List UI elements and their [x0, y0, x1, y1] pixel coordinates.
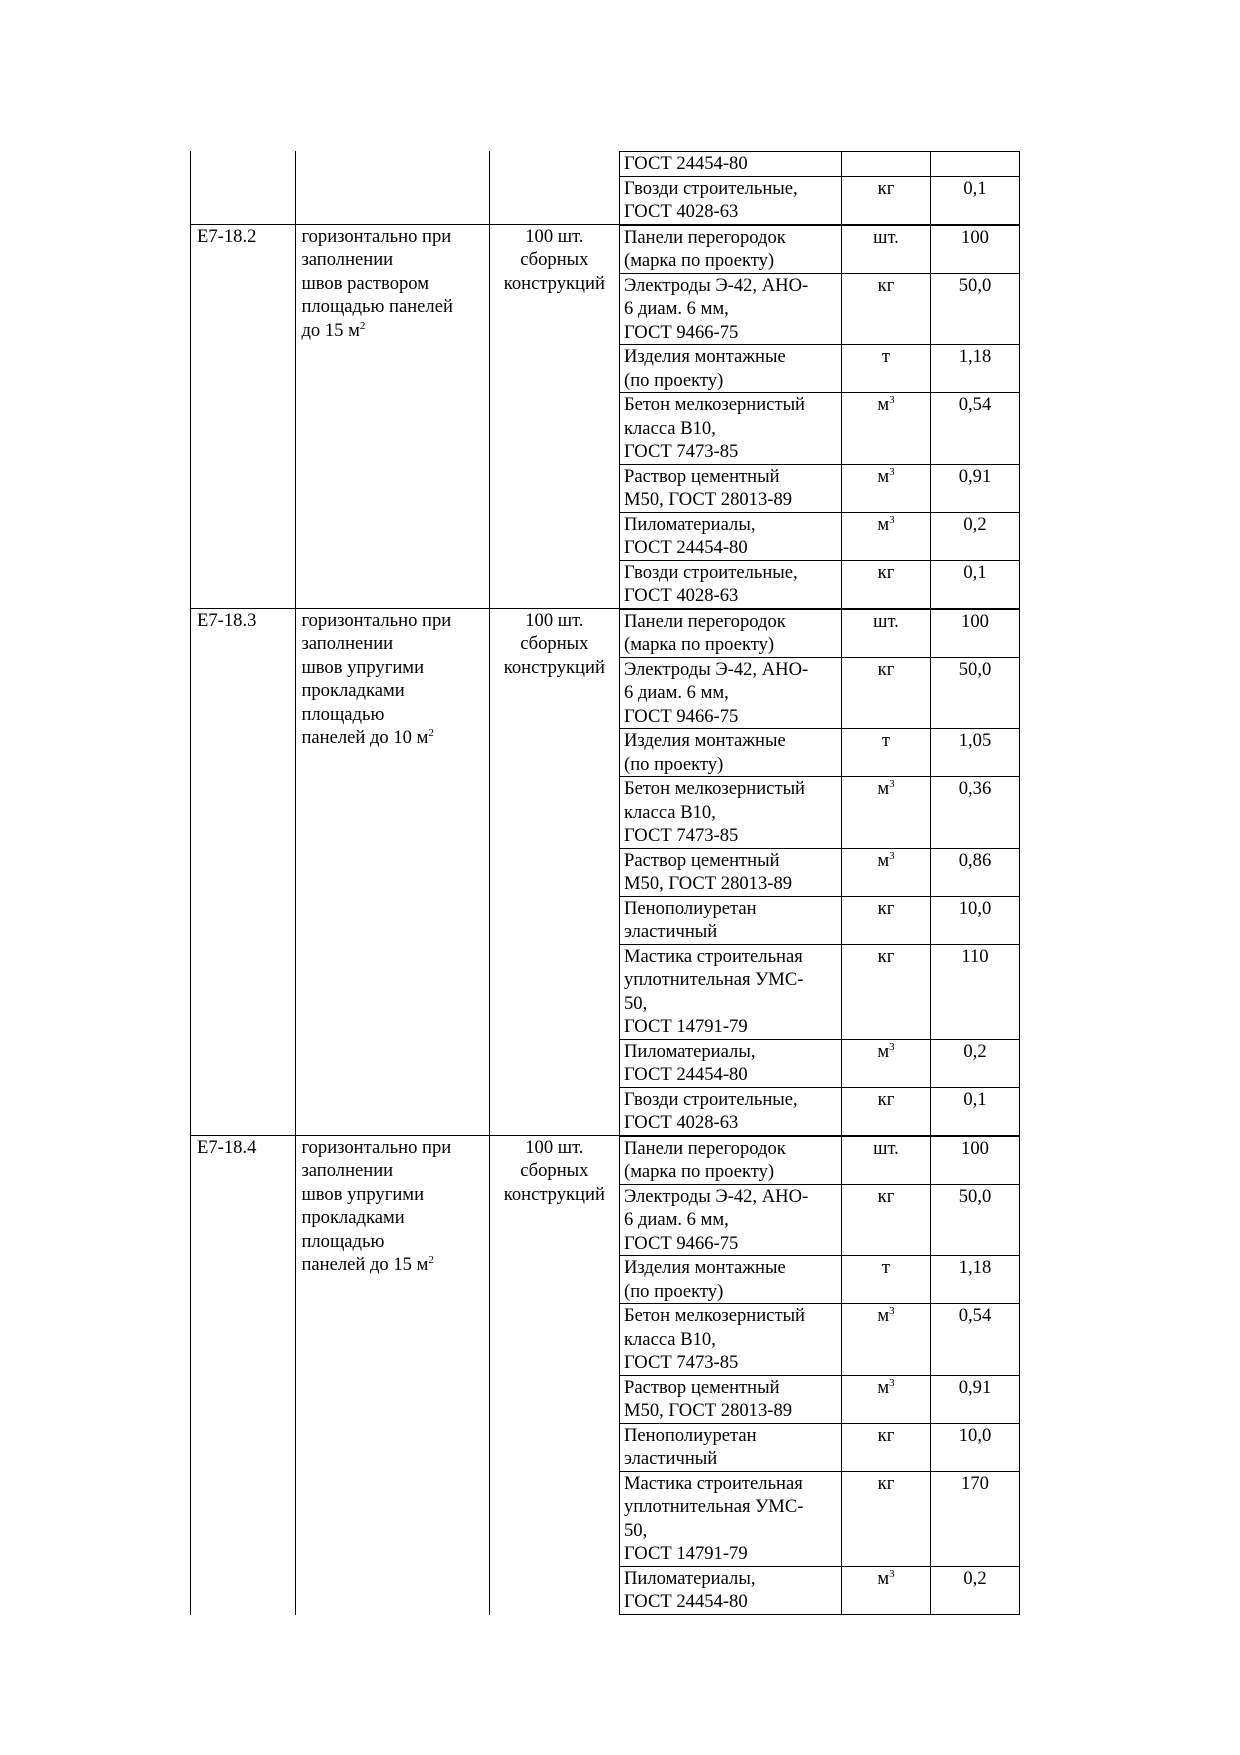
measure-unit-line: 100 шт.	[525, 1136, 584, 1158]
material-name-line: Раствор цементный	[624, 465, 780, 487]
material-unit: м	[877, 1376, 890, 1398]
table-block	[190, 224, 1020, 608]
material-row	[619, 392, 1020, 464]
measure-unit-line: конструкций	[503, 1183, 605, 1205]
material-quantity-cell	[930, 177, 1020, 224]
material-unit: кг	[877, 897, 895, 919]
material-quantity: 0,1	[963, 1088, 987, 1110]
material-quantity-cell	[930, 897, 1020, 944]
material-quantity-cell	[930, 945, 1020, 1039]
material-unit-cell	[841, 1376, 930, 1423]
material-unit-cell	[841, 345, 930, 392]
material-name-line: Пиломатериалы,	[624, 1040, 756, 1062]
materials-list	[619, 609, 1020, 1135]
material-quantity-cell	[930, 513, 1020, 560]
material-unit: т	[881, 730, 891, 751]
material-name-cell	[619, 177, 841, 224]
material-name-line: (марка по проекту)	[624, 634, 775, 655]
material-quantity-cell	[930, 849, 1020, 896]
material-name-cell	[619, 1040, 841, 1087]
material-row	[619, 1255, 1020, 1303]
material-row	[619, 273, 1020, 345]
material-name-line: уплотнительная УМС-	[624, 1496, 804, 1517]
material-unit-cell	[841, 177, 930, 224]
material-name-cell	[619, 226, 841, 273]
material-unit-cell	[841, 1472, 930, 1566]
material-quantity-cell	[930, 658, 1020, 729]
material-name-cell	[619, 393, 841, 464]
material-name-cell	[619, 729, 841, 776]
material-name-line: ГОСТ 7473-85	[624, 1352, 739, 1373]
material-unit: м	[877, 513, 890, 535]
material-name-line: Бетон мелкозернистый	[624, 1305, 806, 1326]
material-row	[619, 896, 1020, 944]
material-quantity: 1,18	[958, 346, 992, 367]
rate-code-cell	[190, 1136, 295, 1615]
work-description-line: швов упругими	[301, 656, 425, 678]
material-name-line: Изделия монтажные	[624, 1257, 786, 1278]
material-unit: м	[877, 1567, 890, 1589]
materials-list	[619, 1136, 1020, 1615]
material-quantity: 50,0	[958, 274, 992, 296]
material-name-cell	[619, 1185, 841, 1256]
material-quantity-cell	[930, 729, 1020, 776]
measure-unit-line: сборных	[520, 1160, 589, 1181]
material-row	[619, 1184, 1020, 1256]
material-unit: м	[877, 1040, 890, 1062]
material-unit-cell	[841, 1040, 930, 1087]
material-name-line: ГОСТ 9466-75	[624, 705, 739, 727]
work-description-line: горизонтально при	[301, 609, 452, 631]
material-name-line: Панели перегородок	[624, 1137, 786, 1159]
material-name-line: Гвозди строительные,	[624, 561, 798, 583]
material-name-line: эластичный	[624, 921, 718, 942]
material-quantity-cell	[930, 1256, 1020, 1303]
material-unit-cell	[841, 610, 930, 657]
rate-code-cell	[190, 609, 295, 1135]
material-quantity-cell	[930, 345, 1020, 392]
material-quantity-cell	[930, 1137, 1020, 1184]
material-quantity-cell	[930, 1088, 1020, 1135]
material-quantity: 0,1	[963, 177, 987, 199]
material-name-line: (по проекту)	[624, 753, 724, 775]
material-name-line: класса В10,	[624, 417, 716, 439]
material-row	[619, 609, 1020, 657]
material-quantity: 50,0	[958, 1185, 992, 1207]
material-name-cell	[619, 152, 841, 176]
material-name-line: ГОСТ 24454-80	[624, 1591, 748, 1612]
materials-list	[619, 151, 1020, 224]
material-unit-cell	[841, 465, 930, 512]
material-name-line: класса В10,	[624, 801, 716, 823]
measure-unit-cell	[489, 225, 619, 608]
material-quantity-cell	[930, 1304, 1020, 1375]
material-unit-cell	[841, 1137, 930, 1184]
rate-code-cell	[190, 225, 295, 608]
work-description-line: горизонтально при	[301, 1136, 452, 1158]
material-unit-superscript: 3	[889, 465, 895, 478]
material-name-line: Мастика строительная	[624, 945, 803, 967]
work-description-cell	[295, 151, 488, 224]
material-name-line: Электроды Э-42, АНО-	[624, 1185, 809, 1207]
material-name-cell	[619, 1376, 841, 1423]
material-unit-cell	[841, 226, 930, 273]
material-unit: шт.	[873, 610, 899, 632]
material-unit: кг	[877, 1424, 895, 1446]
material-name-cell	[619, 1137, 841, 1184]
material-name-line: (марка по проекту)	[624, 250, 775, 271]
material-unit-cell	[841, 274, 930, 345]
material-row	[619, 512, 1020, 560]
material-quantity: 0,2	[963, 513, 987, 535]
material-name-cell	[619, 1567, 841, 1614]
material-name-cell	[619, 1424, 841, 1471]
material-quantity: 0,54	[958, 1305, 992, 1326]
work-description-line: заполнении	[301, 633, 394, 654]
material-name-line: ГОСТ 7473-85	[624, 825, 739, 846]
material-name-line: (марка по проекту)	[624, 1161, 775, 1182]
material-quantity: 0,2	[963, 1567, 987, 1589]
material-unit-cell	[841, 1424, 930, 1471]
material-name-line: Раствор цементный	[624, 1376, 780, 1398]
material-name-line: Пенополиуретан	[624, 897, 757, 919]
estimate-table	[190, 151, 1020, 1615]
material-unit: м	[877, 1305, 890, 1326]
material-unit-superscript: 3	[889, 513, 895, 526]
material-row	[619, 344, 1020, 392]
material-row	[619, 1471, 1020, 1566]
rate-code-cell	[190, 151, 295, 224]
material-name-cell	[619, 658, 841, 729]
table-block	[190, 151, 1020, 224]
material-unit-superscript: 3	[889, 1305, 895, 1317]
material-quantity: 0,1	[963, 561, 987, 583]
material-name-line: ГОСТ 4028-63	[624, 585, 739, 606]
material-quantity-cell	[930, 1040, 1020, 1087]
material-name-line: 6 диам. 6 мм,	[624, 1209, 729, 1230]
material-name-line: уплотнительная УМС-	[624, 969, 804, 990]
material-quantity: 100	[961, 1137, 989, 1159]
material-row	[619, 848, 1020, 896]
measure-unit-cell	[489, 151, 619, 224]
work-description-line: площадью панелей	[301, 296, 453, 317]
material-unit: т	[881, 346, 891, 367]
measure-unit-line: сборных	[520, 249, 589, 270]
material-name-line: 50,	[624, 992, 648, 1014]
material-quantity: 170	[961, 1472, 989, 1494]
material-name-cell	[619, 274, 841, 345]
material-name-line: Панели перегородок	[624, 610, 786, 632]
material-unit-cell	[841, 658, 930, 729]
table-block	[190, 1135, 1020, 1615]
material-quantity-cell	[930, 1472, 1020, 1566]
material-row	[619, 151, 1020, 176]
material-unit-cell	[841, 1256, 930, 1303]
material-name-cell	[619, 1256, 841, 1303]
material-name-cell	[619, 777, 841, 848]
measure-unit-cell	[489, 609, 619, 1135]
material-name-line: ГОСТ 4028-63	[624, 201, 739, 222]
measure-unit-cell	[489, 1136, 619, 1615]
material-row	[619, 560, 1020, 608]
material-name-line: эластичный	[624, 1448, 718, 1469]
material-quantity-cell	[930, 1185, 1020, 1256]
work-description-cell	[295, 225, 488, 608]
material-quantity-cell	[930, 274, 1020, 345]
material-unit-superscript: 3	[889, 849, 895, 862]
work-description-line: заполнении	[301, 1160, 394, 1181]
work-description-line: панелей до 10 м	[301, 727, 429, 748]
material-name-line: М50, ГОСТ 28013-89	[624, 489, 793, 510]
material-name-cell	[619, 1304, 841, 1375]
material-unit-superscript: 3	[889, 1376, 895, 1389]
material-unit: кг	[877, 1472, 895, 1494]
material-name-line: Пенополиуретан	[624, 1424, 757, 1446]
material-quantity-cell	[930, 152, 1020, 176]
work-description-line: заполнении	[301, 249, 394, 270]
material-unit-superscript: 3	[889, 394, 895, 406]
measure-unit-line: конструкций	[503, 272, 605, 294]
material-unit-cell	[841, 1185, 930, 1256]
material-name-line: (по проекту)	[624, 1280, 724, 1302]
material-unit-cell	[841, 152, 930, 176]
material-unit-cell	[841, 1567, 930, 1614]
material-row	[619, 944, 1020, 1039]
material-row	[619, 1566, 1020, 1615]
material-name-line: ГОСТ 7473-85	[624, 441, 739, 462]
material-row	[619, 225, 1020, 273]
material-unit-cell	[841, 897, 930, 944]
material-unit: м	[877, 778, 890, 799]
material-quantity-cell	[930, 393, 1020, 464]
material-quantity: 1,05	[958, 730, 992, 751]
material-name-cell	[619, 610, 841, 657]
material-name-line: ГОСТ 4028-63	[624, 1112, 739, 1133]
material-row	[619, 1423, 1020, 1471]
material-quantity-cell	[930, 1567, 1020, 1614]
material-name-line: Раствор цементный	[624, 849, 780, 871]
material-quantity: 10,0	[958, 1424, 992, 1446]
material-name-line: Гвозди строительные,	[624, 177, 798, 199]
material-name-cell	[619, 849, 841, 896]
work-description-line: панелей до 15 м	[301, 1254, 429, 1275]
measure-unit-line: 100 шт.	[525, 609, 584, 631]
material-name-line: М50, ГОСТ 28013-89	[624, 1400, 793, 1421]
rate-code: Е7-18.2	[197, 225, 257, 247]
material-name-cell	[619, 897, 841, 944]
material-name-line: Пиломатериалы,	[624, 513, 756, 535]
material-quantity-cell	[930, 610, 1020, 657]
material-unit-superscript: 3	[889, 1567, 895, 1580]
material-name-line: Изделия монтажные	[624, 730, 786, 751]
material-name-line: Электроды Э-42, АНО-	[624, 658, 809, 680]
material-unit: т	[881, 1257, 891, 1278]
material-name-line: Мастика строительная	[624, 1472, 803, 1494]
material-name-line: Гвозди строительные,	[624, 1088, 798, 1110]
table-block	[190, 608, 1020, 1135]
material-unit-superscript: 3	[889, 1040, 895, 1053]
material-row	[619, 1087, 1020, 1135]
material-quantity: 10,0	[958, 897, 992, 919]
material-quantity: 0,86	[958, 849, 992, 871]
material-name-line: 6 диам. 6 мм,	[624, 682, 729, 703]
material-unit-cell	[841, 729, 930, 776]
material-unit-cell	[841, 1304, 930, 1375]
material-name-cell	[619, 465, 841, 512]
material-unit: кг	[877, 658, 895, 680]
material-quantity: 0,2	[963, 1040, 987, 1062]
material-quantity: 50,0	[958, 658, 992, 680]
measure-unit-line: 100 шт.	[525, 225, 584, 247]
material-name-cell	[619, 1088, 841, 1135]
material-row	[619, 464, 1020, 512]
material-name-line: Панели перегородок	[624, 226, 786, 248]
materials-list	[619, 225, 1020, 608]
work-description-cell	[295, 609, 488, 1135]
material-row	[619, 1136, 1020, 1184]
work-description-line: швов раствором	[301, 272, 430, 294]
rate-code: Е7-18.3	[197, 609, 257, 631]
material-name-line: 50,	[624, 1519, 648, 1541]
work-description-line: площадью	[301, 1230, 385, 1252]
material-unit: м	[877, 465, 890, 487]
measure-unit-line: конструкций	[503, 656, 605, 678]
area-unit-superscript: 2	[359, 319, 366, 332]
work-description-line: горизонтально при	[301, 225, 452, 247]
material-name-line: (по проекту)	[624, 369, 724, 391]
material-name-line: ГОСТ 24454-80	[624, 1064, 748, 1085]
material-quantity: 110	[961, 945, 989, 967]
material-unit: кг	[877, 561, 895, 583]
material-quantity: 0,36	[958, 778, 992, 799]
material-name-cell	[619, 561, 841, 608]
material-name-line: ГОСТ 14791-79	[624, 1016, 748, 1037]
material-unit-cell	[841, 513, 930, 560]
material-row	[619, 1039, 1020, 1087]
material-unit-superscript: 3	[889, 778, 895, 790]
material-unit-cell	[841, 849, 930, 896]
area-unit-superscript: 2	[428, 1254, 434, 1266]
material-name-line: ГОСТ 24454-80	[624, 537, 748, 558]
material-row	[619, 776, 1020, 848]
material-unit-cell	[841, 561, 930, 608]
material-unit: м	[877, 394, 890, 415]
material-row	[619, 176, 1020, 224]
material-quantity-cell	[930, 1424, 1020, 1471]
material-name-line: 6 диам. 6 мм,	[624, 298, 729, 319]
material-unit-cell	[841, 945, 930, 1039]
rate-code: Е7-18.4	[197, 1136, 257, 1158]
material-quantity: 100	[961, 226, 989, 248]
material-row	[619, 1375, 1020, 1423]
material-name-line: М50, ГОСТ 28013-89	[624, 873, 793, 894]
material-name-line: класса В10,	[624, 1328, 716, 1350]
material-name-cell	[619, 945, 841, 1039]
material-name-cell	[619, 345, 841, 392]
material-quantity-cell	[930, 226, 1020, 273]
material-name-line: ГОСТ 9466-75	[624, 1232, 739, 1254]
material-quantity-cell	[930, 777, 1020, 848]
material-unit: кг	[877, 945, 895, 967]
area-unit-superscript: 2	[428, 727, 434, 739]
material-quantity: 0,54	[958, 394, 992, 415]
material-name-line: Бетон мелкозернистый	[624, 394, 806, 415]
material-name-line: ГОСТ 24454-80	[624, 153, 748, 174]
material-row	[619, 728, 1020, 776]
material-name-line: ГОСТ 9466-75	[624, 321, 739, 343]
material-name-line: Изделия монтажные	[624, 346, 786, 367]
material-unit: шт.	[873, 226, 899, 248]
work-description-cell	[295, 1136, 488, 1615]
material-quantity: 1,18	[958, 1257, 992, 1278]
work-description-line: прокладками	[301, 1207, 405, 1228]
material-quantity-cell	[930, 465, 1020, 512]
work-description-line: прокладками	[301, 680, 405, 701]
material-unit-cell	[841, 777, 930, 848]
material-quantity: 100	[961, 610, 989, 632]
material-unit: кг	[877, 274, 895, 296]
measure-unit-line: сборных	[520, 633, 589, 654]
material-unit-cell	[841, 393, 930, 464]
material-unit-cell	[841, 1088, 930, 1135]
work-description-line: швов упругими	[301, 1183, 425, 1205]
material-name-cell	[619, 1472, 841, 1566]
material-name-line: ГОСТ 14791-79	[624, 1543, 748, 1564]
material-unit: м	[877, 849, 890, 871]
material-name-line: Пиломатериалы,	[624, 1567, 756, 1589]
material-row	[619, 657, 1020, 729]
material-name-cell	[619, 513, 841, 560]
material-unit: кг	[877, 1088, 895, 1110]
material-unit: шт.	[873, 1137, 899, 1159]
material-quantity-cell	[930, 1376, 1020, 1423]
material-name-line: Бетон мелкозернистый	[624, 778, 806, 799]
material-quantity: 0,91	[958, 1376, 992, 1398]
material-unit: кг	[877, 177, 895, 199]
material-quantity: 0,91	[958, 465, 992, 487]
material-row	[619, 1303, 1020, 1375]
material-unit: кг	[877, 1185, 895, 1207]
work-description-line: площадью	[301, 703, 385, 725]
work-description-line: до 15 м	[301, 319, 360, 341]
material-quantity-cell	[930, 561, 1020, 608]
material-name-line: Электроды Э-42, АНО-	[624, 274, 809, 296]
